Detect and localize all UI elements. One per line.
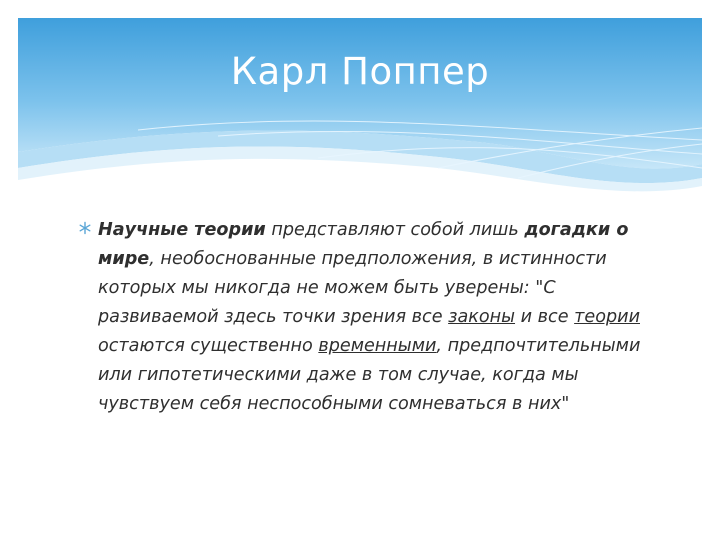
bullet-text (98, 216, 648, 419)
text-bold-1: Научные теории (98, 220, 266, 240)
asterisk-icon (78, 220, 92, 234)
text-run-10: , предпочтительными или гипотетическими даже в том случае, когда мы чувствуем себя неспособными сомневаться в них" (98, 336, 641, 414)
text-underline-laws: законы (448, 307, 516, 327)
text-bold-3: догадки о мире (98, 220, 629, 269)
text-run-8: остаются существенно (98, 336, 319, 356)
header-wave-graphic (18, 18, 702, 208)
text-run-4: , необоснованные предположения, в истинности которых мы никогда не можем быть уверены: "С развиваемой здесь точки зрения все (98, 249, 607, 327)
text-underline-temporary: временными (318, 336, 437, 356)
slide-title: Карл Поппер (230, 50, 490, 93)
text-run-6: и все (515, 307, 575, 327)
header-banner (18, 18, 702, 208)
text-run-2: представляют собой лишь (265, 220, 525, 240)
text-underline-theories: теории (574, 307, 640, 327)
slide-body (78, 216, 648, 419)
